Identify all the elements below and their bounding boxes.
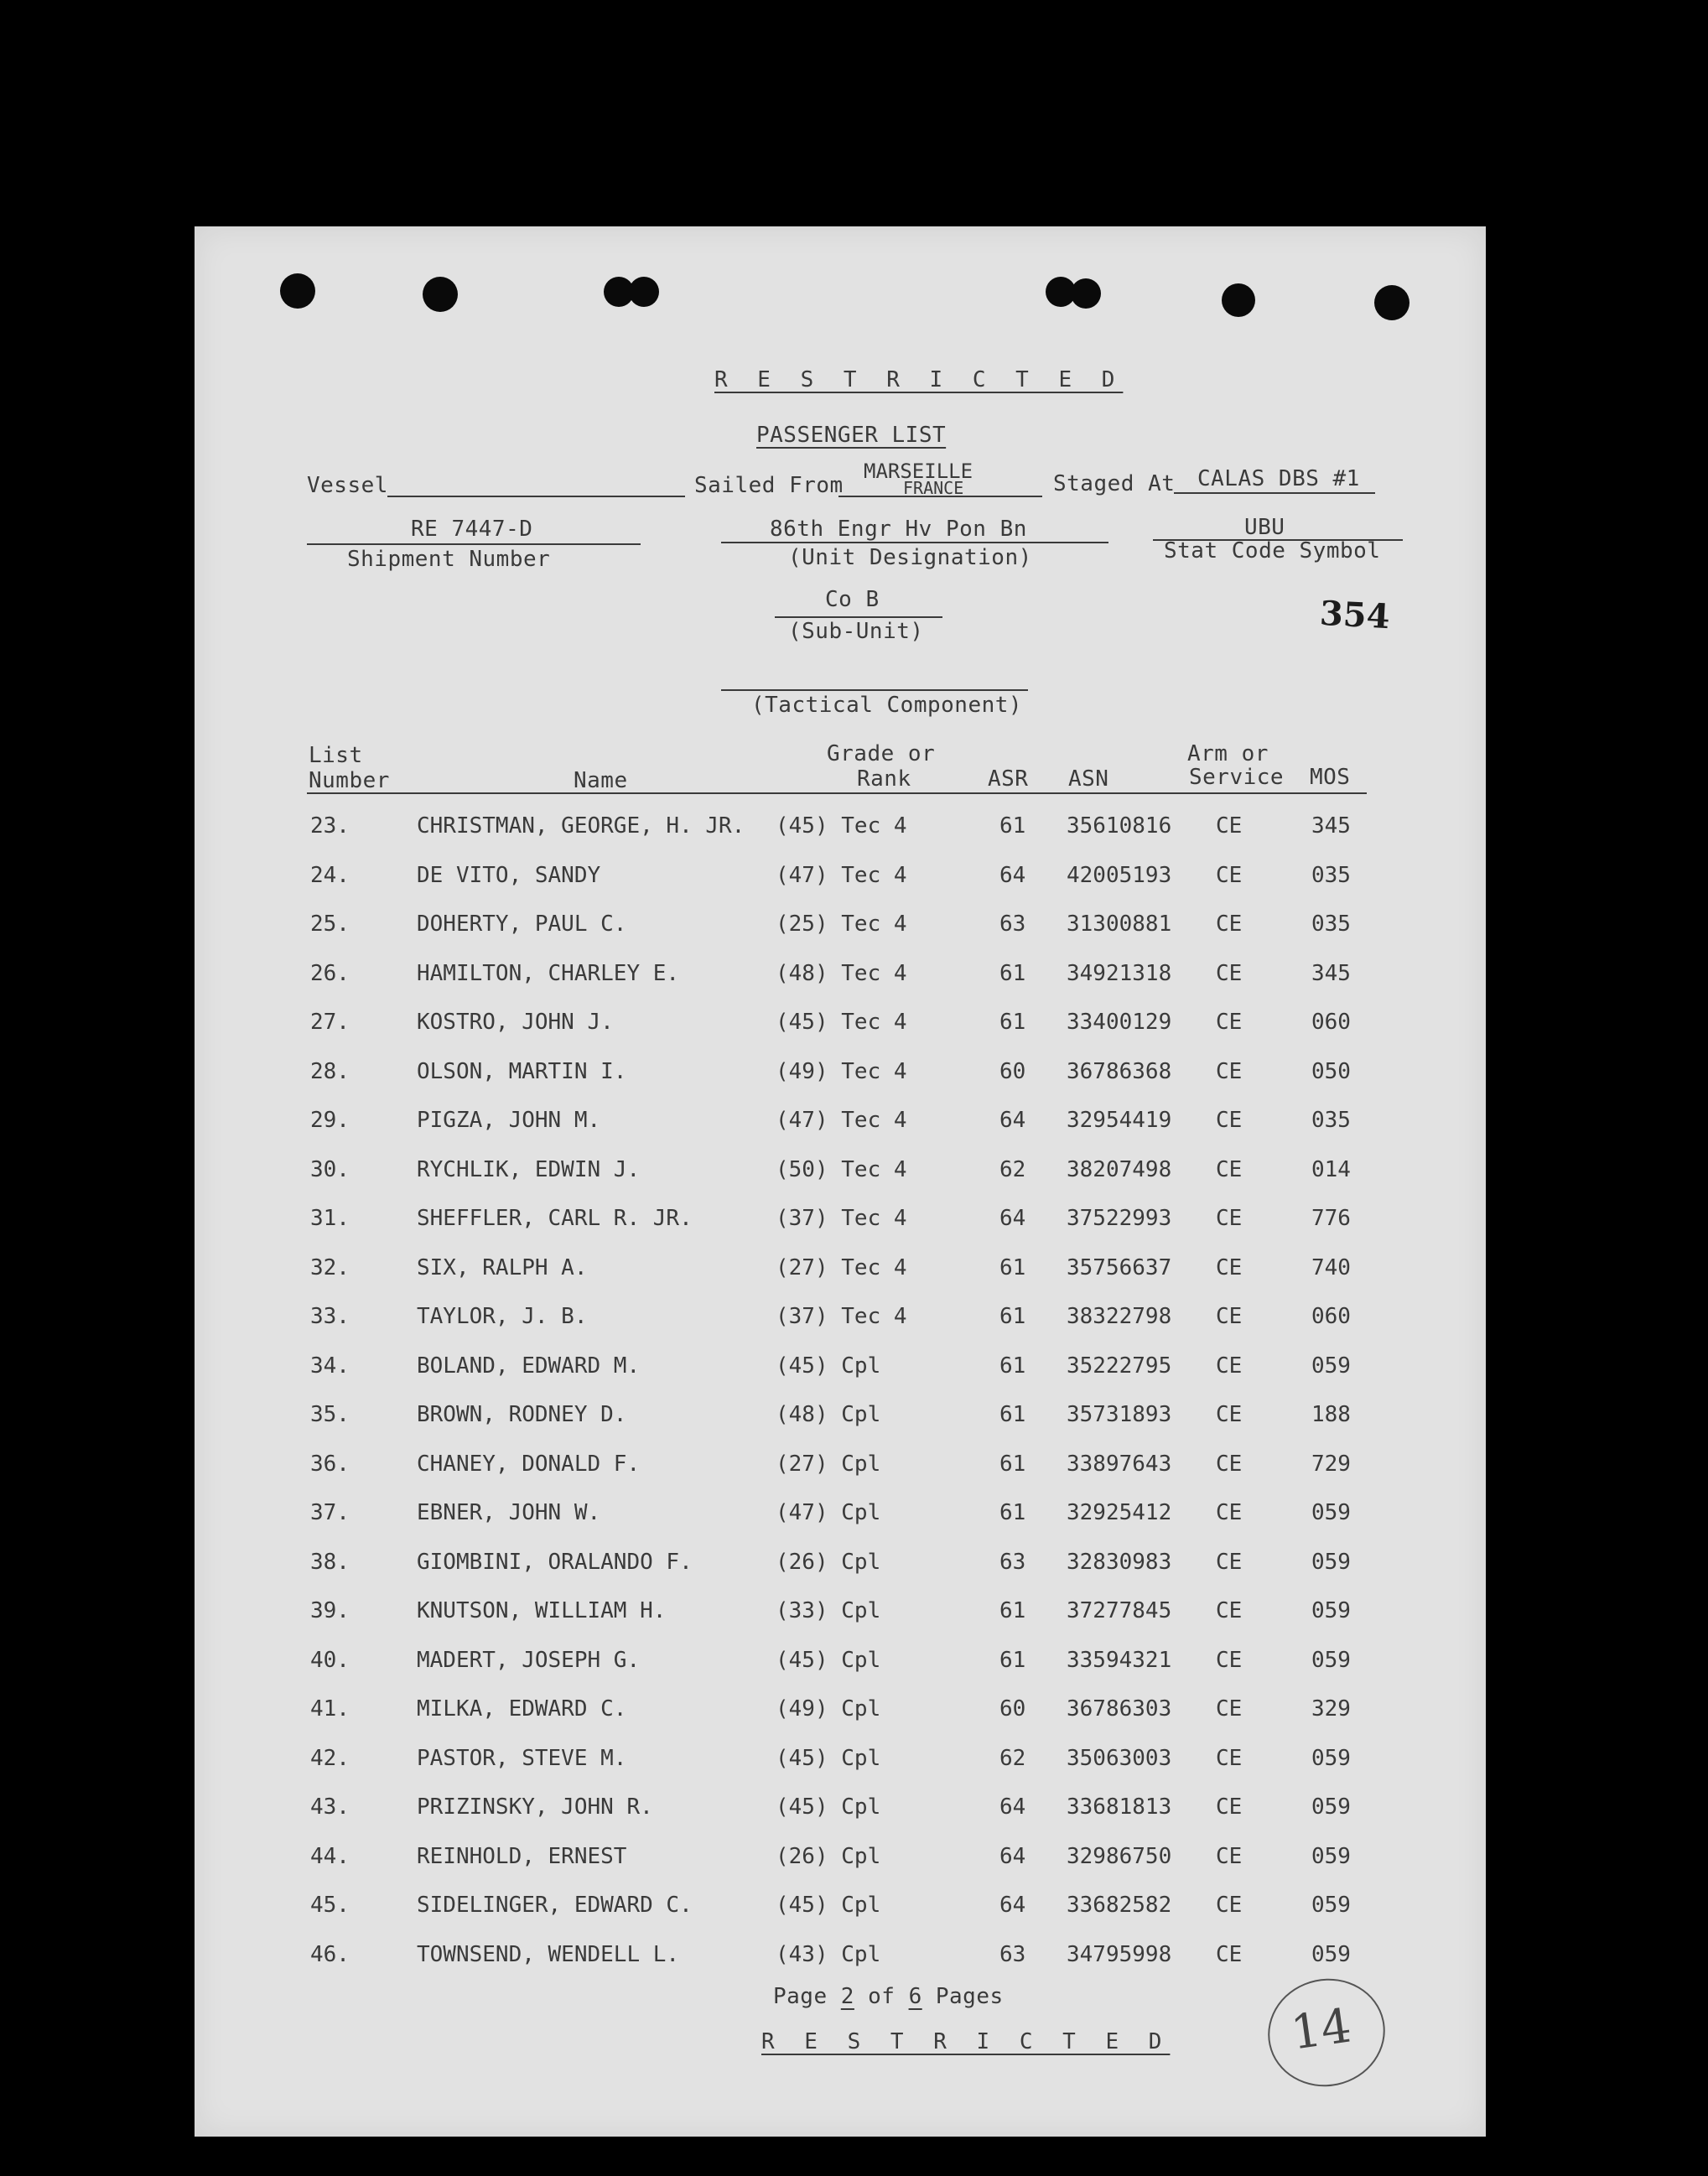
asr-cell: 61 xyxy=(999,1402,1026,1427)
arm-cell: CE xyxy=(1216,1794,1243,1820)
table-row xyxy=(195,1794,1486,1843)
table-row xyxy=(195,1893,1486,1941)
asr-cell: 61 xyxy=(999,813,1026,839)
grade-cell: (47) Tec 4 xyxy=(776,862,907,888)
asn-cell: 34795998 xyxy=(1067,1941,1172,1967)
arm-cell: CE xyxy=(1216,1451,1243,1477)
page-suffix: Pages xyxy=(935,1984,1004,2009)
arm-cell: CE xyxy=(1216,1402,1243,1427)
asn-cell: 35063003 xyxy=(1067,1745,1172,1771)
punch-hole xyxy=(1374,285,1409,320)
list-number: 27. xyxy=(310,1010,350,1035)
grade-cell: (27) Cpl xyxy=(776,1451,881,1477)
mos-cell: 729 xyxy=(1311,1451,1351,1477)
sub-unit-line xyxy=(775,616,942,618)
col-list-number-line1: List xyxy=(309,743,363,768)
mos-cell: 035 xyxy=(1311,862,1351,888)
grade-cell: (49) Cpl xyxy=(776,1696,881,1722)
mos-cell: 345 xyxy=(1311,813,1351,839)
grade-cell: (47) Cpl xyxy=(776,1500,881,1525)
asr-cell: 64 xyxy=(999,1893,1026,1918)
list-number: 32. xyxy=(310,1254,350,1280)
punch-hole xyxy=(629,277,659,307)
list-number: 30. xyxy=(310,1156,350,1182)
grade-cell: (45) Cpl xyxy=(776,1353,881,1379)
table-row xyxy=(195,813,1486,862)
tactical-component-line xyxy=(721,689,1028,691)
unit-designation-value: 86th Engr Hv Pon Bn xyxy=(770,517,1027,542)
page-of: of xyxy=(868,1984,896,2009)
asr-cell: 61 xyxy=(999,1353,1026,1379)
grade-cell: (45) Cpl xyxy=(776,1745,881,1771)
list-number: 26. xyxy=(310,960,350,986)
asn-cell: 33681813 xyxy=(1067,1794,1172,1820)
arm-cell: CE xyxy=(1216,960,1243,986)
asr-cell: 62 xyxy=(999,1156,1026,1182)
col-arm-line2: Service xyxy=(1189,765,1285,790)
sailed-from-line xyxy=(838,496,1042,497)
list-number: 36. xyxy=(310,1451,350,1477)
arm-cell: CE xyxy=(1216,1156,1243,1182)
asr-cell: 61 xyxy=(999,1647,1026,1673)
list-number: 33. xyxy=(310,1304,350,1329)
unit-designation-label: (Unit Designation) xyxy=(788,545,1032,570)
vessel-line xyxy=(387,496,685,497)
mos-cell: 329 xyxy=(1311,1696,1351,1722)
asn-cell: 33400129 xyxy=(1067,1010,1172,1035)
arm-cell: CE xyxy=(1216,1696,1243,1722)
table-row xyxy=(195,1255,1486,1304)
name-cell: RYCHLIK, EDWIN J. xyxy=(417,1156,641,1182)
sub-unit-label: (Sub-Unit) xyxy=(788,619,924,644)
sailed-from-value-city: MARSEILLE xyxy=(864,460,973,483)
mos-cell: 188 xyxy=(1311,1402,1351,1427)
unit-designation-line xyxy=(721,542,1108,543)
asn-cell: 37522993 xyxy=(1067,1206,1172,1231)
asr-cell: 63 xyxy=(999,1549,1026,1575)
table-row xyxy=(195,1304,1486,1353)
table-row xyxy=(195,1598,1486,1647)
table-row xyxy=(195,961,1486,1010)
list-number: 45. xyxy=(310,1893,350,1918)
asn-cell: 42005193 xyxy=(1067,862,1172,888)
asr-cell: 64 xyxy=(999,862,1026,888)
name-cell: REINHOLD, ERNEST xyxy=(417,1843,627,1869)
asr-cell: 61 xyxy=(999,1451,1026,1477)
table-row xyxy=(195,1010,1486,1058)
stat-code-label: Stat Code Symbol xyxy=(1164,538,1381,563)
list-number: 24. xyxy=(310,862,350,888)
list-number: 31. xyxy=(310,1206,350,1231)
grade-cell: (33) Cpl xyxy=(776,1598,881,1623)
arm-cell: CE xyxy=(1216,862,1243,888)
grade-cell: (37) Tec 4 xyxy=(776,1304,907,1329)
asr-cell: 61 xyxy=(999,1304,1026,1329)
asr-cell: 61 xyxy=(999,1598,1026,1623)
mos-cell: 059 xyxy=(1311,1843,1351,1869)
asn-cell: 33682582 xyxy=(1067,1893,1172,1918)
asr-cell: 62 xyxy=(999,1745,1026,1771)
asn-cell: 34921318 xyxy=(1067,960,1172,986)
page-indicator xyxy=(773,1984,1004,2009)
name-cell: PIGZA, JOHN M. xyxy=(417,1108,601,1133)
restricted-header: R E S T R I C T E D xyxy=(714,367,1124,392)
table-row xyxy=(195,1353,1486,1402)
header-underline xyxy=(307,792,1367,794)
arm-cell: CE xyxy=(1216,1893,1243,1918)
grade-cell: (47) Tec 4 xyxy=(776,1108,907,1133)
asr-cell: 63 xyxy=(999,1941,1026,1967)
mos-cell: 740 xyxy=(1311,1254,1351,1280)
punch-hole xyxy=(1222,283,1255,317)
list-number: 38. xyxy=(310,1549,350,1575)
arm-cell: CE xyxy=(1216,1304,1243,1329)
table-row xyxy=(195,1648,1486,1696)
name-cell: KNUTSON, WILLIAM H. xyxy=(417,1598,667,1623)
asr-cell: 63 xyxy=(999,911,1026,937)
table-row xyxy=(195,1844,1486,1893)
mos-cell: 035 xyxy=(1311,911,1351,937)
asr-cell: 60 xyxy=(999,1058,1026,1084)
mos-cell: 014 xyxy=(1311,1156,1351,1182)
list-number: 43. xyxy=(310,1794,350,1820)
punch-hole xyxy=(1071,278,1101,309)
asn-cell: 37277845 xyxy=(1067,1598,1172,1623)
list-number: 44. xyxy=(310,1843,350,1869)
mos-cell: 060 xyxy=(1311,1010,1351,1035)
table-row xyxy=(195,1206,1486,1254)
name-cell: PRIZINSKY, JOHN R. xyxy=(417,1794,653,1820)
list-number: 29. xyxy=(310,1108,350,1133)
punch-hole xyxy=(423,277,458,312)
name-cell: BROWN, RODNEY D. xyxy=(417,1402,627,1427)
list-number: 23. xyxy=(310,813,350,839)
staged-at-label: Staged At xyxy=(1053,471,1176,496)
asr-cell: 61 xyxy=(999,1500,1026,1525)
asn-cell: 35222795 xyxy=(1067,1353,1172,1379)
mos-cell: 059 xyxy=(1311,1941,1351,1967)
table-row xyxy=(195,1550,1486,1598)
circled-number: 14 xyxy=(1287,1998,1355,2061)
arm-cell: CE xyxy=(1216,1058,1243,1084)
shipment-number-label: Shipment Number xyxy=(347,547,551,572)
table-row xyxy=(195,1108,1486,1156)
asn-cell: 32830983 xyxy=(1067,1549,1172,1575)
tactical-component-label: (Tactical Component) xyxy=(751,693,1023,718)
mos-cell: 059 xyxy=(1311,1549,1351,1575)
arm-cell: CE xyxy=(1216,813,1243,839)
asn-cell: 35731893 xyxy=(1067,1402,1172,1427)
list-number: 35. xyxy=(310,1402,350,1427)
mos-cell: 035 xyxy=(1311,1108,1351,1133)
asr-cell: 64 xyxy=(999,1843,1026,1869)
name-cell: CHRISTMAN, GEORGE, H. JR. xyxy=(417,813,745,839)
mos-cell: 050 xyxy=(1311,1058,1351,1084)
name-cell: GIOMBINI, ORALANDO F. xyxy=(417,1549,693,1575)
name-cell: SIDELINGER, EDWARD C. xyxy=(417,1893,693,1918)
arm-cell: CE xyxy=(1216,1598,1243,1623)
asn-cell: 32925412 xyxy=(1067,1500,1172,1525)
col-grade-line1: Grade or xyxy=(827,741,936,766)
shipment-number-line xyxy=(307,543,641,545)
asn-cell: 38207498 xyxy=(1067,1156,1172,1182)
name-cell: BOLAND, EDWARD M. xyxy=(417,1353,641,1379)
grade-cell: (48) Tec 4 xyxy=(776,960,907,986)
mos-cell: 059 xyxy=(1311,1353,1351,1379)
staged-at-line xyxy=(1174,492,1375,494)
grade-cell: (45) Cpl xyxy=(776,1893,881,1918)
col-asn: ASN xyxy=(1068,766,1109,792)
asr-cell: 61 xyxy=(999,960,1026,986)
mos-cell: 060 xyxy=(1311,1304,1351,1329)
col-arm-line1: Arm or xyxy=(1187,741,1269,766)
name-cell: SHEFFLER, CARL R. JR. xyxy=(417,1206,693,1231)
sailed-from-value-country: FRANCE xyxy=(903,478,964,498)
asn-cell: 32954419 xyxy=(1067,1108,1172,1133)
name-cell: TAYLOR, J. B. xyxy=(417,1304,588,1329)
name-cell: CHANEY, DONALD F. xyxy=(417,1451,641,1477)
col-mos: MOS xyxy=(1310,765,1351,790)
mos-cell: 059 xyxy=(1311,1598,1351,1623)
arm-cell: CE xyxy=(1216,1843,1243,1869)
asn-cell: 35610816 xyxy=(1067,813,1172,839)
arm-cell: CE xyxy=(1216,1108,1243,1133)
asr-cell: 60 xyxy=(999,1696,1026,1722)
col-grade-line2: Rank xyxy=(857,766,911,792)
list-number: 39. xyxy=(310,1598,350,1623)
arm-cell: CE xyxy=(1216,1254,1243,1280)
table-row xyxy=(195,911,1486,960)
asr-cell: 61 xyxy=(999,1254,1026,1280)
asn-cell: 36786303 xyxy=(1067,1696,1172,1722)
table-row xyxy=(195,1696,1486,1745)
name-cell: SIX, RALPH A. xyxy=(417,1254,588,1280)
sub-unit-value: Co B xyxy=(825,587,880,612)
asr-cell: 64 xyxy=(999,1794,1026,1820)
list-number: 28. xyxy=(310,1058,350,1084)
name-cell: MADERT, JOSEPH G. xyxy=(417,1647,641,1673)
mos-cell: 776 xyxy=(1311,1206,1351,1231)
asr-cell: 64 xyxy=(999,1206,1026,1231)
staged-at-value: CALAS DBS #1 xyxy=(1197,466,1360,491)
stamp-number: 354 xyxy=(1318,593,1391,637)
grade-cell: (45) Tec 4 xyxy=(776,813,907,839)
grade-cell: (50) Tec 4 xyxy=(776,1156,907,1182)
page-prefix: Page xyxy=(773,1984,828,2009)
stat-code-value: UBU xyxy=(1244,515,1285,540)
grade-cell: (43) Cpl xyxy=(776,1941,881,1967)
asn-cell: 32986750 xyxy=(1067,1843,1172,1869)
vessel-label: Vessel xyxy=(307,473,388,498)
list-number: 37. xyxy=(310,1500,350,1525)
name-cell: PASTOR, STEVE M. xyxy=(417,1745,627,1771)
grade-cell: (26) Cpl xyxy=(776,1843,881,1869)
grade-cell: (26) Cpl xyxy=(776,1549,881,1575)
asr-cell: 61 xyxy=(999,1010,1026,1035)
punch-hole xyxy=(280,273,315,309)
table-row xyxy=(195,1452,1486,1500)
arm-cell: CE xyxy=(1216,1745,1243,1771)
list-number: 40. xyxy=(310,1647,350,1673)
table-row xyxy=(195,863,1486,911)
grade-cell: (45) Cpl xyxy=(776,1647,881,1673)
arm-cell: CE xyxy=(1216,1500,1243,1525)
list-number: 25. xyxy=(310,911,350,937)
col-asr: ASR xyxy=(988,766,1029,792)
mos-cell: 059 xyxy=(1311,1647,1351,1673)
name-cell: HAMILTON, CHARLEY E. xyxy=(417,960,680,986)
grade-cell: (45) Cpl xyxy=(776,1794,881,1820)
mos-cell: 059 xyxy=(1311,1893,1351,1918)
arm-cell: CE xyxy=(1216,1353,1243,1379)
grade-cell: (45) Tec 4 xyxy=(776,1010,907,1035)
arm-cell: CE xyxy=(1216,1647,1243,1673)
list-number: 34. xyxy=(310,1353,350,1379)
name-cell: TOWNSEND, WENDELL L. xyxy=(417,1941,680,1967)
document-page xyxy=(195,226,1486,2137)
arm-cell: CE xyxy=(1216,911,1243,937)
table-row xyxy=(195,1500,1486,1549)
arm-cell: CE xyxy=(1216,1206,1243,1231)
table-row xyxy=(195,1059,1486,1108)
grade-cell: (49) Tec 4 xyxy=(776,1058,907,1084)
asn-cell: 38322798 xyxy=(1067,1304,1172,1329)
table-row xyxy=(195,1942,1486,1991)
asr-cell: 64 xyxy=(999,1108,1026,1133)
asn-cell: 33594321 xyxy=(1067,1647,1172,1673)
col-list-number-line2: Number xyxy=(309,768,390,793)
page-current: 2 xyxy=(840,1984,854,2009)
sailed-from-label: Sailed From xyxy=(694,473,844,498)
asn-cell: 35756637 xyxy=(1067,1254,1172,1280)
arm-cell: CE xyxy=(1216,1941,1243,1967)
arm-cell: CE xyxy=(1216,1010,1243,1035)
name-cell: EBNER, JOHN W. xyxy=(417,1500,601,1525)
grade-cell: (48) Cpl xyxy=(776,1402,881,1427)
mos-cell: 059 xyxy=(1311,1500,1351,1525)
list-number: 42. xyxy=(310,1745,350,1771)
restricted-footer: R E S T R I C T E D xyxy=(761,2029,1171,2054)
shipment-number-value: RE 7447-D xyxy=(411,517,533,542)
page-total: 6 xyxy=(908,1984,922,2009)
table-row xyxy=(195,1402,1486,1451)
grade-cell: (25) Tec 4 xyxy=(776,911,907,937)
asn-cell: 31300881 xyxy=(1067,911,1172,937)
passenger-list-title: PASSENGER LIST xyxy=(756,423,947,448)
list-number: 46. xyxy=(310,1941,350,1967)
arm-cell: CE xyxy=(1216,1549,1243,1575)
col-name: Name xyxy=(574,768,628,793)
table-row xyxy=(195,1157,1486,1206)
name-cell: DOHERTY, PAUL C. xyxy=(417,911,627,937)
grade-cell: (27) Tec 4 xyxy=(776,1254,907,1280)
mos-cell: 345 xyxy=(1311,960,1351,986)
list-number: 41. xyxy=(310,1696,350,1722)
asn-cell: 36786368 xyxy=(1067,1058,1172,1084)
table-row xyxy=(195,1746,1486,1794)
grade-cell: (37) Tec 4 xyxy=(776,1206,907,1231)
name-cell: DE VITO, SANDY xyxy=(417,862,601,888)
name-cell: KOSTRO, JOHN J. xyxy=(417,1010,614,1035)
name-cell: OLSON, MARTIN I. xyxy=(417,1058,627,1084)
mos-cell: 059 xyxy=(1311,1794,1351,1820)
mos-cell: 059 xyxy=(1311,1745,1351,1771)
asn-cell: 33897643 xyxy=(1067,1451,1172,1477)
name-cell: MILKA, EDWARD C. xyxy=(417,1696,627,1722)
